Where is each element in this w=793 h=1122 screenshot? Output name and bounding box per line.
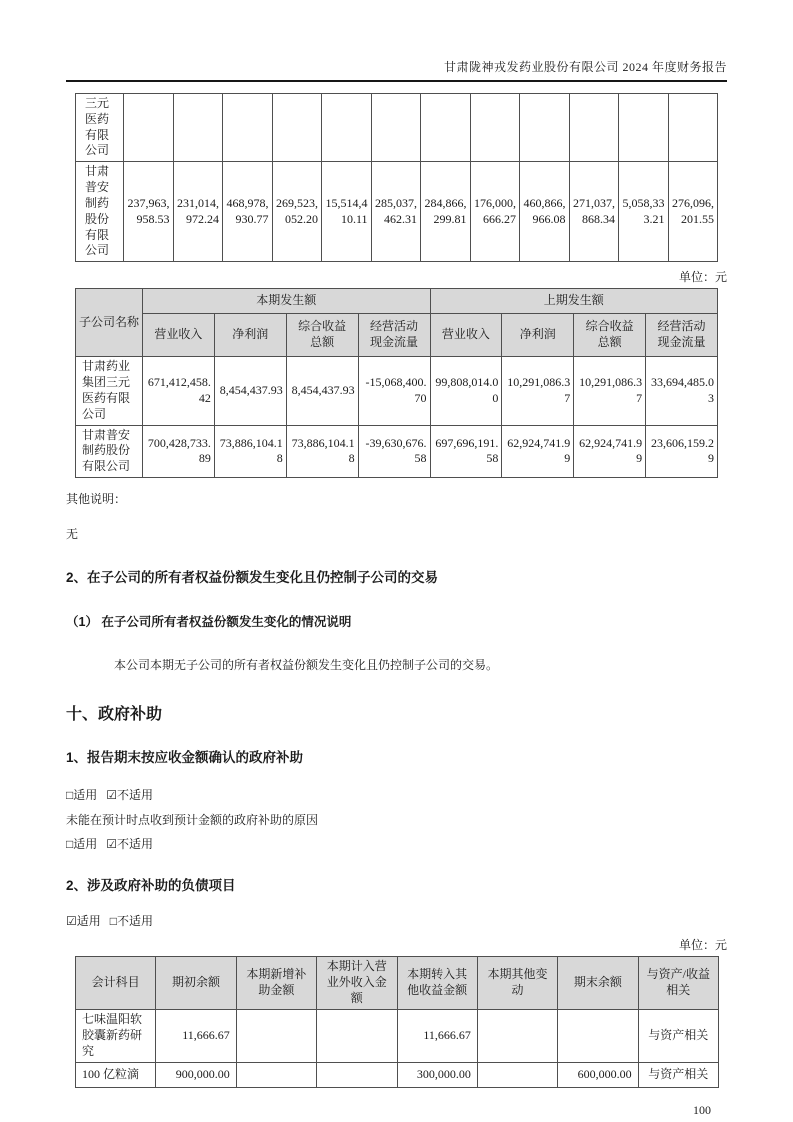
column-header: 营业收入 <box>430 314 502 357</box>
section-2-paragraph: 本公司本期无子公司的所有者权益份额发生变化且仍控制子公司的交易。 <box>114 658 499 673</box>
table-cell <box>236 1062 316 1087</box>
column-header: 综合收益总额 <box>286 314 358 357</box>
document-header-title: 甘肃陇神戎发药业股份有限公司 2024 年度财务报告 <box>443 60 727 74</box>
table-cell: 99,808,014.00 <box>430 357 502 425</box>
table-cell: 237,963,958.53 <box>124 162 174 262</box>
table-cell: 468,978,930.77 <box>223 162 273 262</box>
applicable-label: 适用 <box>76 914 101 929</box>
table-cell: 11,666.67 <box>397 1010 477 1062</box>
table-row <box>76 94 718 162</box>
company-name-cell: 甘肃普安制药股份有限公司 <box>76 162 124 262</box>
company-name-cell: 三元医药有限公司 <box>76 94 124 162</box>
table-row <box>76 162 718 262</box>
page-content <box>0 58 793 1118</box>
table-cell <box>317 1010 397 1062</box>
checkbox-unchecked-icon: □ <box>66 788 74 803</box>
table-row <box>76 1062 719 1087</box>
table-cell: -39,630,676.58 <box>358 425 430 477</box>
column-header: 本期计入营业外收入金额 <box>317 957 397 1010</box>
table-cell: 73,886,104.18 <box>286 425 358 477</box>
checkbox-unchecked-icon: □ <box>66 837 74 852</box>
table-cell <box>668 94 718 162</box>
not-applicable-label: 不适用 <box>117 837 154 852</box>
table-cell <box>477 1010 557 1062</box>
table-header-row <box>76 957 719 1010</box>
table-cell: 300,000.00 <box>397 1062 477 1087</box>
column-header: 子公司名称 <box>76 289 143 357</box>
table-cell: 271,037,868.34 <box>569 162 619 262</box>
table-cell <box>322 94 372 162</box>
column-header: 本期转入其他收益金额 <box>397 957 477 1010</box>
section-heading-2: 2、在子公司的所有者权益份额发生变化且仍控制子公司的交易 <box>66 570 439 586</box>
header-rule <box>66 80 727 82</box>
table-cell: 10,291,086.37 <box>502 357 574 425</box>
table-cell: 671,412,458.42 <box>143 357 215 425</box>
applicability-line-3 <box>66 912 727 929</box>
table-cell: 269,523,052.20 <box>272 162 322 262</box>
table-cell <box>477 1062 557 1087</box>
checkbox-checked-icon: ☑ <box>106 837 118 852</box>
table-cell: 8,454,437.93 <box>214 357 286 425</box>
unit-label: 单位：元 <box>678 270 727 285</box>
column-header: 综合收益总额 <box>574 314 646 357</box>
table-cell: 与资产相关 <box>638 1062 718 1087</box>
company-name-cell: 甘肃普安制药股份有限公司 <box>76 425 143 477</box>
checkbox-checked-icon: ☑ <box>106 788 118 803</box>
table-cell: 11,666.67 <box>156 1010 236 1062</box>
section-heading-10: 十、政府补助 <box>66 706 163 724</box>
table-cell: 900,000.00 <box>156 1062 236 1087</box>
applicable-label: 适用 <box>73 837 98 852</box>
subsidiary-balance-table <box>75 93 718 262</box>
checkbox-unchecked-icon: □ <box>109 914 118 929</box>
not-applicable-label: 不适用 <box>117 788 154 803</box>
table-cell: -15,068,400.70 <box>358 357 430 425</box>
column-header: 净利润 <box>502 314 574 357</box>
table-cell <box>173 94 223 162</box>
column-group-header: 本期发生额 <box>143 289 431 314</box>
table-cell: 73,886,104.18 <box>214 425 286 477</box>
account-name-cell: 七味温阳软胶囊新药研究 <box>76 1010 156 1062</box>
column-header: 营业收入 <box>143 314 215 357</box>
company-name-cell: 甘肃药业集团三元医药有限公司 <box>76 357 143 425</box>
table-cell <box>236 1010 316 1062</box>
table-cell: 23,606,159.29 <box>646 425 718 477</box>
column-header: 经营活动现金流量 <box>358 314 430 357</box>
table-cell <box>421 94 471 162</box>
page-number: 100 <box>693 1102 711 1117</box>
column-header: 本期其他变动 <box>477 957 557 1010</box>
table-cell <box>124 94 174 162</box>
table-cell: 33,694,485.03 <box>646 357 718 425</box>
column-group-header: 上期发生额 <box>430 289 718 314</box>
table-cell <box>317 1062 397 1087</box>
applicability-line-2 <box>66 835 727 852</box>
subsidiary-profit-table <box>75 288 718 478</box>
table-cell <box>272 94 322 162</box>
other-note-label: 其他说明： <box>66 492 127 507</box>
table-cell: 284,866,299.81 <box>421 162 471 262</box>
table-cell: 460,866,966.08 <box>520 162 570 262</box>
applicability-line-1 <box>66 786 727 803</box>
table-row <box>76 425 718 477</box>
unit-label: 单位：元 <box>678 938 727 953</box>
table-cell: 5,058,333.21 <box>619 162 669 262</box>
table-row <box>76 1010 719 1062</box>
section-subheading-2-1: （1） 在子公司所有者权益份额发生变化的情况说明 <box>66 615 352 630</box>
table-cell: 176,000,666.27 <box>470 162 520 262</box>
table-cell: 697,696,191.58 <box>430 425 502 477</box>
account-name-cell: 100 亿粒滴 <box>76 1062 156 1087</box>
column-header: 会计科目 <box>76 957 156 1010</box>
section-subheading-10-2: 2、涉及政府补助的负债项目 <box>66 878 236 894</box>
table-cell: 15,514,410.11 <box>322 162 372 262</box>
table-cell: 10,291,086.37 <box>574 357 646 425</box>
checkbox-checked-icon: ☑ <box>66 914 77 929</box>
table-cell: 285,037,462.31 <box>371 162 421 262</box>
table-cell: 700,428,733.89 <box>143 425 215 477</box>
column-header: 期末余额 <box>558 957 638 1010</box>
not-applicable-label: 不适用 <box>117 914 154 929</box>
table-cell <box>520 94 570 162</box>
table-cell <box>470 94 520 162</box>
reason-line: 未能在预计时点收到预计金额的政府补助的原因 <box>66 813 319 828</box>
table-row <box>76 357 718 425</box>
applicable-label: 适用 <box>73 788 98 803</box>
table-cell <box>223 94 273 162</box>
table-cell: 276,096,201.55 <box>668 162 718 262</box>
section-subheading-10-1: 1、报告期末按应收金额确认的政府补助 <box>66 750 304 766</box>
table-header-row <box>76 314 718 357</box>
table-cell <box>558 1010 638 1062</box>
table-cell <box>569 94 619 162</box>
table-cell: 231,014,972.24 <box>173 162 223 262</box>
column-header: 经营活动现金流量 <box>646 314 718 357</box>
table-cell <box>371 94 421 162</box>
table-cell: 8,454,437.93 <box>286 357 358 425</box>
table-cell: 62,924,741.99 <box>574 425 646 477</box>
table-cell: 62,924,741.99 <box>502 425 574 477</box>
column-header: 净利润 <box>214 314 286 357</box>
column-header: 期初余额 <box>156 957 236 1010</box>
table-header-row <box>76 289 718 314</box>
table-cell: 与资产相关 <box>638 1010 718 1062</box>
table-cell <box>619 94 669 162</box>
government-grant-liability-table <box>75 956 719 1087</box>
other-note-content: 无 <box>66 527 79 542</box>
column-header: 本期新增补助金额 <box>236 957 316 1010</box>
table-cell: 600,000.00 <box>558 1062 638 1087</box>
column-header: 与资产/收益相关 <box>638 957 718 1010</box>
